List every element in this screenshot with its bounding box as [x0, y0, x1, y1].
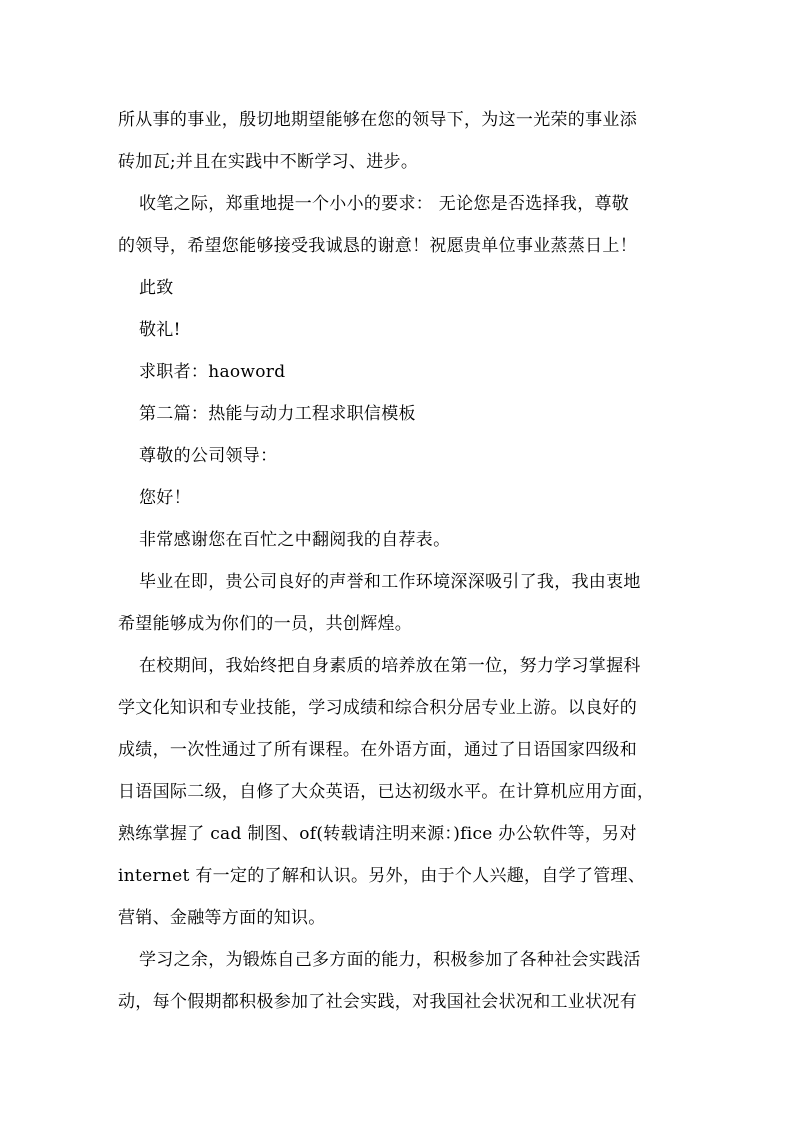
text-line: internet 有一定的了解和认识。另外，由于个人兴趣，自学了管理、 — [118, 866, 646, 886]
text-line: 所从事的事业，殷切地期望能够在您的领导下，为这一光荣的事业添 — [118, 110, 637, 130]
section-title: 第二篇：热能与动力工程求职信模板 — [139, 404, 416, 424]
applicant-signature: 求职者：haoword — [139, 362, 286, 382]
text-line: 成绩，一次性通过了所有课程。在外语方面，通过了日语国家四级和 — [118, 740, 637, 760]
greeting: 您好！ — [139, 488, 191, 508]
text-line: 营销、金融等方面的知识。 — [118, 908, 326, 928]
text-line: 动，每个假期都积极参加了社会实践，对我国社会状况和工业状况有 — [118, 992, 637, 1012]
greeting-addressee: 尊敬的公司领导： — [139, 446, 278, 466]
text-line: 砖加瓦;并且在实践中不断学习、进步。 — [118, 152, 419, 172]
text-line: 日语国际二级，自修了大众英语，已达初级水平。在计算机应用方面， — [118, 782, 655, 802]
text-line: 熟练掌握了 cad 制图、of(转载请注明来源：)fice 办公软件等，另对 — [118, 824, 637, 844]
text-line: 希望能够成为你们的一员，共创辉煌。 — [118, 614, 413, 634]
text-line: 毕业在即，贵公司良好的声誉和工作环境深深吸引了我，我由衷地 — [139, 572, 641, 592]
text-line: 非常感谢您在百忙之中翻阅我的自荐表。 — [139, 530, 451, 550]
text-line: 在校期间，我始终把自身素质的培养放在第一位，努力学习掌握科 — [139, 656, 641, 676]
closing-regards: 敬礼! — [139, 320, 181, 340]
document-body — [118, 99, 678, 1023]
text-line: 学文化知识和专业技能，学习成绩和综合积分居专业上游。以良好的 — [118, 698, 637, 718]
text-line: 学习之余，为锻炼自己多方面的能力，积极参加了各种社会实践活 — [139, 950, 641, 970]
text-line: 收笔之际，郑重地提一个小小的要求： 无论您是否选择我，尊敬 — [139, 194, 630, 214]
text-line: 的领导，希望您能够接受我诚恳的谢意！祝愿贵单位事业蒸蒸日上！ — [118, 236, 637, 256]
closing-salutation: 此致 — [139, 278, 174, 298]
